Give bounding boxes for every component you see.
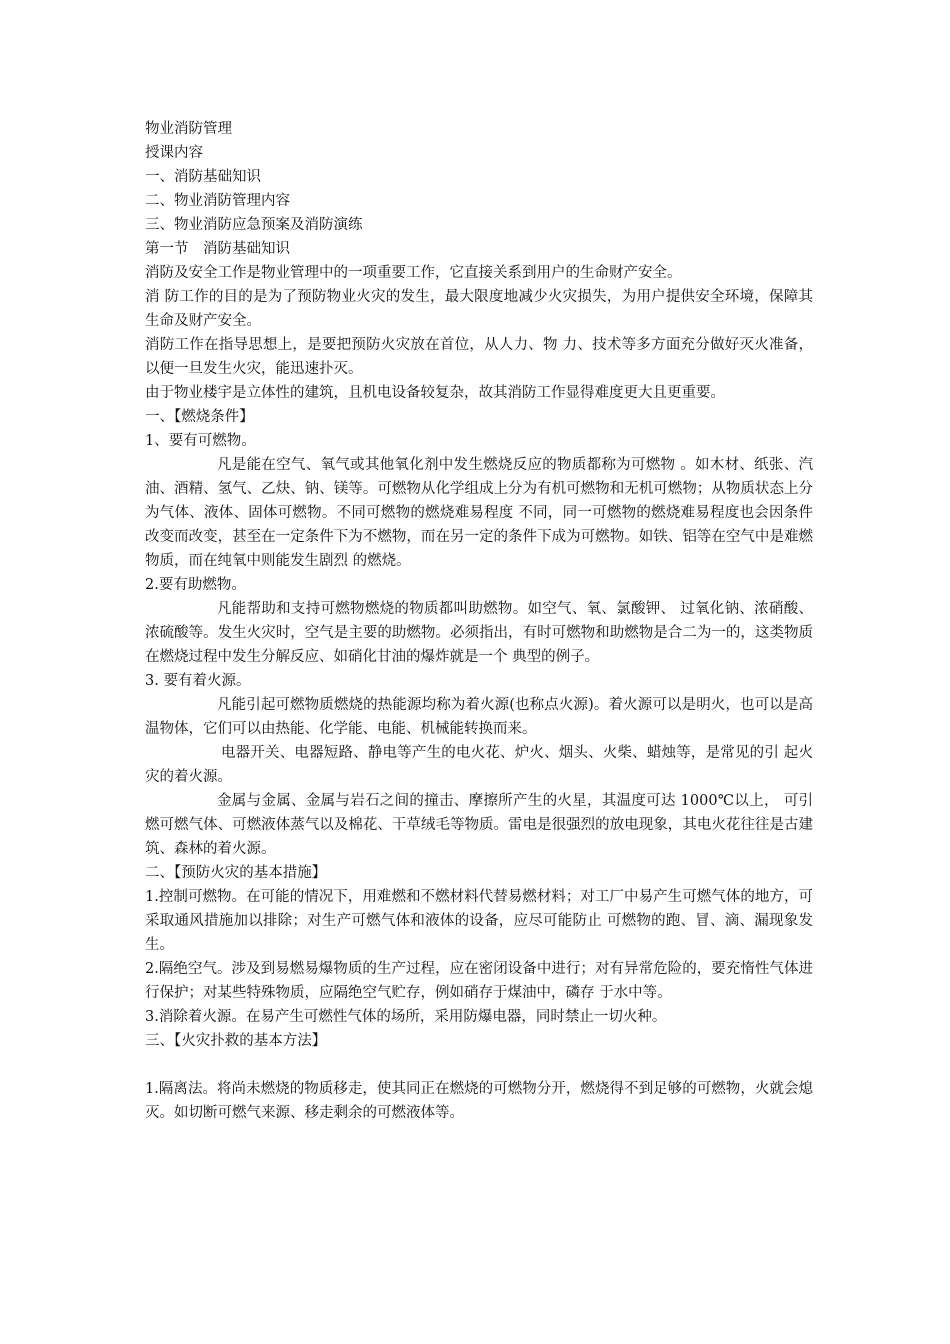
intro-paragraph: 消防工作在指导思想上，是要把预防火灾放在首位，从人力、物 力、技术等多方面充分做好灭火准备，以便一旦发生火灾，能迅速扑灭。 (145, 337, 813, 377)
part2-measure: 1.控制可燃物。在可能的情况下，用难燃和不燃材料代替易燃材料；对工厂中易产生可燃气体的地方，可采取通风措施加以排除；对生产可燃气体和液体的设备，应尽可能防止 可燃物的跑、冒、滴、漏现象发生。 (145, 889, 813, 953)
document-body (145, 117, 813, 1125)
part3-heading: 三、【火灾扑救的基本方法】 (145, 1033, 327, 1049)
part3-method: 1.隔离法。将尚未燃烧的物质移走，使其同正在燃烧的可燃物分开，燃烧得不到足够的可燃物，火就会熄灭。如切断可燃气来源、移走剩余的可燃液体等。 (145, 1081, 813, 1121)
document-title: 物业消防管理 (145, 121, 232, 137)
section-title: 第一节 消防基础知识 (145, 241, 290, 257)
outline-item: 二、物业消防管理内容 (145, 193, 290, 209)
outline-item: 三、物业消防应急预案及消防演练 (145, 217, 363, 233)
part1-item3-title: 3. 要有着火源。 (145, 673, 251, 689)
part1-item2-title: 2.要有助燃物。 (145, 577, 246, 593)
part1-item1-text: 凡是能在空气、氧气或其他氧化剂中发生燃烧反应的物质都称为可燃物 。如木材、纸张、汽油、酒精、氢气、乙炔、钠、镁等。可燃物从化学组成上分为有机可燃物和无机可燃物；从物质状态上分为气体、液体、固体可燃物。不同可燃物的燃烧难易程度 不同，同一可燃物的燃烧难易程度也会因条件改变而改变，甚至在一定条件下为不燃物，而在另一定的条件下成为可燃物。如铁、铝等在空气中是难燃物质，而在纯氧中则能发生剧烈 的燃烧。 (145, 457, 813, 569)
part1-heading: 一、【燃烧条件】 (145, 409, 254, 425)
outline-item: 一、消防基础知识 (145, 169, 261, 185)
part2-measure: 2.隔绝空气。涉及到易燃易爆物质的生产过程，应在密闭设备中进行；对有异常危险的，要充惰性气体进行保护；对某些特殊物质，应隔绝空气贮存，例如硝存于煤油中，磷存 于水中等。 (145, 961, 813, 1001)
intro-paragraph: 消防及安全工作是物业管理中的一项重要工作，它直接关系到用户的生命财产安全。 (145, 265, 682, 281)
course-heading: 授课内容 (145, 145, 203, 161)
part1-item3-text: 金属与金属、金属与岩石之间的撞击、摩擦所产生的火星，其温度可达 1000℃以上， 可引燃可燃气体、可燃液体蒸气以及棉花、干草绒毛等物质。雷电是很强烈的放电现象，其电火花往往是古建筑、森林的着火源。 (145, 793, 813, 857)
part1-item3-text: 电器开关、电器短路、静电等产生的电火花、炉火、烟头、火柴、蜡烛等，是常见的引 起火灾的着火源。 (145, 745, 813, 785)
blank-line (145, 1053, 813, 1077)
intro-paragraph: 由于物业楼宇是立体性的建筑，且机电设备较复杂，故其消防工作显得难度更大且更重要。 (145, 385, 725, 401)
part2-heading: 二、【预防火灾的基本措施】 (145, 865, 327, 881)
part2-measure: 3.消除着火源。在易产生可燃性气体的场所，采用防爆电器，同时禁止一切火种。 (145, 1009, 667, 1025)
part1-item3-text: 凡能引起可燃物质燃烧的热能源均称为着火源(也称点火源)。着火源可以是明火，也可以是高温物体，它们可以由热能、化学能、电能、机械能转换而来。 (145, 697, 813, 737)
intro-paragraph: 消 防工作的目的是为了预防物业火灾的发生，最大限度地减少火灾损失，为用户提供安全环境，保障其生命及财产安全。 (145, 289, 813, 329)
part1-item1-title: 1、要有可燃物。 (145, 433, 256, 449)
part1-item2-text: 凡能帮助和支持可燃物燃烧的物质都叫助燃物。如空气、氧、氯酸钾、 过氧化钠、浓硝酸、浓硫酸等。发生火灾时，空气是主要的助燃物。必须指出，有时可燃物和助燃物是合二为一的，这类物质在燃烧过程中发生分解反应、如硝化甘油的爆炸就是一个 典型的例子。 (145, 601, 813, 665)
